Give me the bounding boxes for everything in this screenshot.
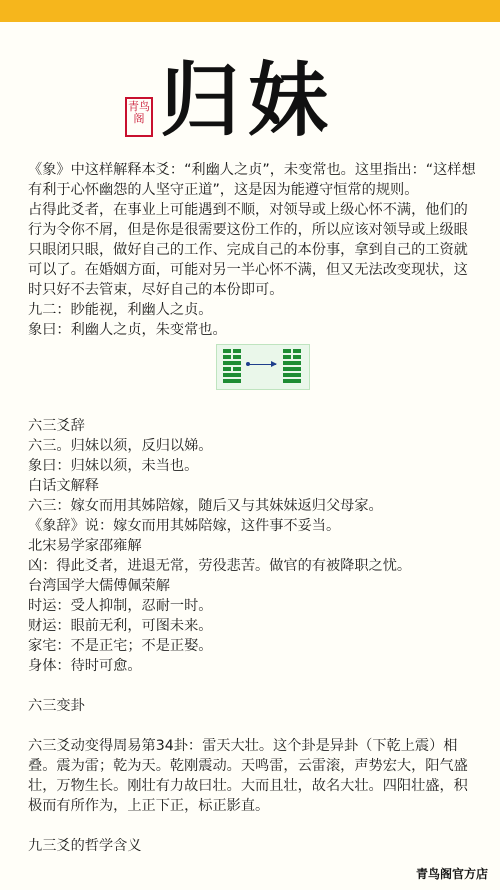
seal-stamp: 青鸟阁 [125, 97, 153, 137]
hexagram-line-solid [223, 379, 241, 383]
hexagram-line-solid [283, 367, 301, 371]
text-line: 凶：得此爻者，进退无常，劳役悲苦。做官的有被降职之忧。 [28, 558, 412, 574]
paragraph: 六三爻动变得周易第34卦：雷天大壮。这个卦是异卦（下乾上震）相叠。震为雷；乾为天。乾刚震动。天鸣雷，云雷滚，声势宏大，阳气盛壮，万物生长。刚壮有力故曰壮。大而且壮，故名大壮。四阳壮盛，积极而有所作为，上正下正，标正影直。 [28, 738, 468, 814]
paragraph: 占得此爻者，在事业上可能遇到不顺，对领导或上级心怀不满，他们的行为令你不屑，但是你是很需要这份工作的，所以应该对领导或上级眼只眼闭只眼，做好自己的工作、完成自己的本份事，拿到自己的工资就可以了。在婚姻方面，可能对另一半心怀不满，但又无法改变现状，这时只好不去管束，尽好自己的本份即可。 [28, 202, 468, 298]
text-line: 家宅：不是正宅；不是正娶。 [28, 638, 213, 654]
section-heading: 北宋易学家邵雍解 [28, 538, 142, 554]
section-heading: 台湾国学大儒傅佩荣解 [28, 578, 170, 594]
text-line: 身体：待时可愈。 [28, 658, 142, 674]
hexagram-line-solid [223, 373, 241, 377]
paragraph: 象曰：利幽人之贞，朱变常也。 [28, 322, 227, 338]
hexagram-line-solid [283, 379, 301, 383]
hexagram-diagram [216, 344, 310, 390]
hexagram-line-solid [283, 361, 301, 365]
top-accent-bar [0, 0, 500, 22]
shop-signature: 青鸟阁官方店 [415, 867, 488, 881]
hexagram-left [223, 349, 241, 385]
section-heading: 六三变卦 [28, 698, 85, 714]
hexagram-line-broken [283, 349, 301, 353]
paragraph: 九二：眇能视，利幽人之贞。 [28, 302, 213, 318]
hexagram-line-broken [223, 367, 241, 371]
text-line: 六三：嫁女而用其姊陪嫁，随后又与其妹妹返归父母家。 [28, 498, 383, 514]
section-heading: 白话文解释 [28, 478, 99, 494]
section-heading: 九三爻的哲学含义 [28, 838, 142, 854]
hexagram-right [283, 349, 301, 385]
paragraph: 《象》中这样解释本爻：“利幽人之贞”，未变常也。这里指出：“这样想有利于心怀幽怨的人坚守正道”，这是因为能遵守恒常的规则。 [28, 162, 476, 198]
text-line: 六三。归妹以须，反归以娣。 [28, 438, 213, 454]
text-line: 财运：眼前无利，可图未来。 [28, 618, 213, 634]
text-line: 时运：受人抑制，忍耐一时。 [28, 598, 213, 614]
article-body [28, 160, 476, 856]
text-line: 象曰：归妹以须，未当也。 [28, 458, 199, 474]
title-banner [0, 42, 500, 152]
hexagram-line-broken [223, 349, 241, 353]
text-line: 《象辞》说：嫁女而用其姊陪嫁，这件事不妥当。 [28, 518, 341, 534]
hexagram-line-solid [283, 373, 301, 377]
hexagram-line-solid [223, 361, 241, 365]
page-title: 归妹 [160, 53, 336, 147]
hexagram-line-broken [223, 355, 241, 359]
arrow-icon [248, 364, 276, 365]
hexagram-line-broken [283, 355, 301, 359]
section-heading: 六三爻辞 [28, 418, 85, 434]
